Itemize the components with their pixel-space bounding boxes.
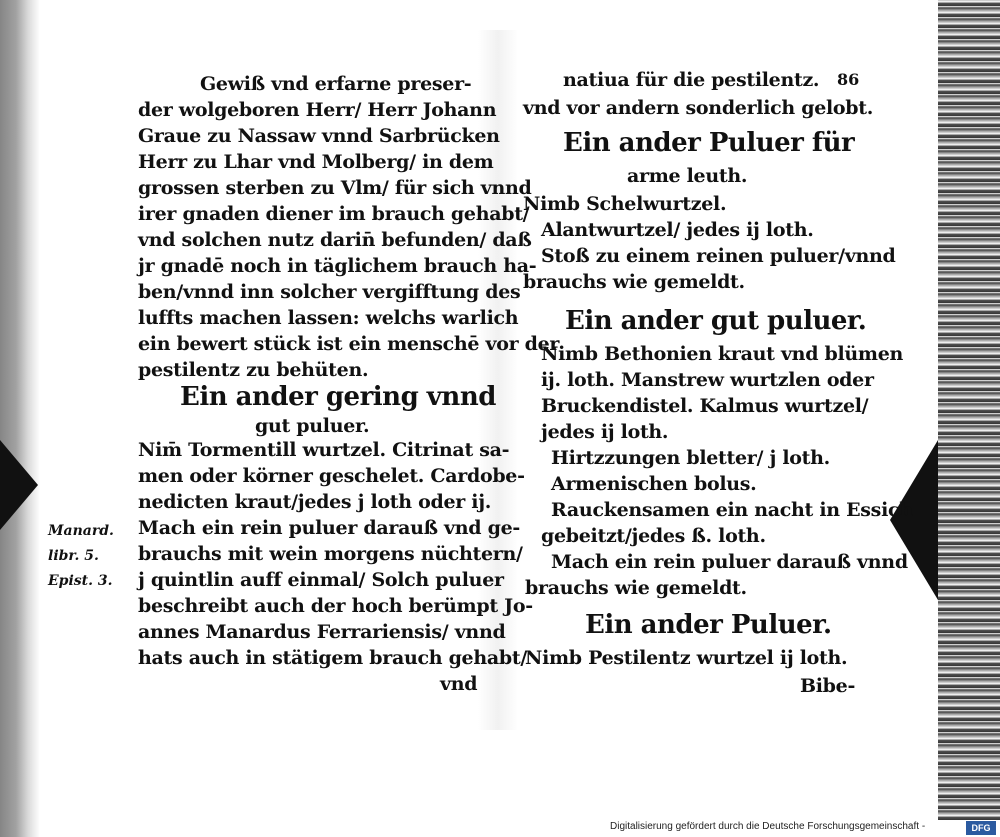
- page-number: 86: [837, 70, 860, 89]
- right-scan-edge: [938, 0, 1000, 820]
- left-scan-edge: [0, 0, 40, 837]
- section-heading: Ein ander gering vnnd: [180, 382, 496, 412]
- footer-credit: Digitalisierung gefördert durch die Deutsche Forschungsgemeinschaft -: [610, 821, 926, 832]
- text-line: brauchs wie gemeldt.: [523, 271, 745, 293]
- text-line: Mach ein rein puluer darauß vnd ge-: [138, 517, 520, 539]
- text-line: ij. loth. Manstrew wurtzlen oder: [541, 369, 874, 391]
- text-line: Gewiß vnd erfarne preser-: [200, 73, 472, 95]
- text-line: gebeitzt/jedes ß. loth.: [541, 525, 766, 547]
- margin-note: libr. 5.: [48, 548, 99, 564]
- catchword: vnd: [440, 673, 478, 695]
- text-line: irer gnaden diener im brauch gehabt/: [138, 203, 530, 225]
- section-subheading: arme leuth.: [627, 165, 748, 187]
- catchword: Bibe-: [800, 675, 856, 697]
- text-line: brauchs mit wein morgens nüchtern/: [138, 543, 523, 565]
- section-subheading: gut puluer.: [255, 415, 370, 437]
- text-line: annes Manardus Ferrariensis/ vnnd: [138, 621, 506, 643]
- text-line: jedes ij loth.: [541, 421, 669, 443]
- text-line: hats auch in stätigem brauch gehabt/: [138, 647, 527, 669]
- text-line: beschreibt auch der hoch berümpt Jo-: [138, 595, 533, 617]
- section-heading: Ein ander Puluer.: [585, 610, 832, 640]
- dfg-logo: DFG: [966, 821, 996, 835]
- text-line: natiua für die pestilentz.: [563, 69, 820, 91]
- text-line: Nimb Schelwurtzel.: [523, 193, 727, 215]
- text-line: Armenischen bolus.: [551, 473, 757, 495]
- text-line: men oder körner geschelet. Cardobe-: [138, 465, 525, 487]
- left-edge-shadow: [0, 440, 38, 530]
- text-line: jr gnadē noch in täglichem brauch ha-: [138, 255, 537, 277]
- text-line: Stoß zu einem reinen puluer/vnnd: [541, 245, 896, 267]
- text-line: Herr zu Lhar vnd Molberg/ in dem: [138, 151, 494, 173]
- text-line: vnd solchen nutz darin̄ befunden/ daß: [138, 229, 532, 251]
- text-line: j quintlin auff einmal/ Solch puluer: [138, 569, 504, 591]
- text-line: luffts machen lassen: welchs warlich: [138, 307, 519, 329]
- margin-note: Epist. 3.: [48, 573, 113, 589]
- text-line: ein bewert stück ist ein menschē vor der: [138, 333, 560, 355]
- text-line: Hirtzzungen bletter/ j loth.: [551, 447, 830, 469]
- margin-note: Manard.: [48, 523, 114, 539]
- text-line: nedicten kraut/jedes j loth oder ij.: [138, 491, 492, 513]
- text-line: vnd vor andern sonderlich gelobt.: [523, 97, 874, 119]
- text-line: grossen sterben zu Vlm/ für sich vnnd: [138, 177, 532, 199]
- text-line: Bruckendistel. Kalmus wurtzel/: [541, 395, 869, 417]
- text-line: pestilentz zu behüten.: [138, 359, 369, 381]
- text-line: Graue zu Nassaw vnnd Sarbrücken: [138, 125, 500, 147]
- digitization-footer: [604, 820, 1000, 837]
- section-heading: Ein ander gut puluer.: [565, 306, 867, 336]
- section-heading: Ein ander Puluer für: [563, 128, 855, 158]
- text-line: Nimb Pestilentz wurtzel ij loth.: [525, 647, 848, 669]
- text-line: Alantwurtzel/ jedes ij loth.: [541, 219, 814, 241]
- text-line: Nim̄ Tormentill wurtzel. Citrinat sa-: [138, 439, 510, 461]
- text-line: brauchs wie gemeldt.: [525, 577, 747, 599]
- text-line: der wolgeboren Herr/ Herr Johann: [138, 99, 497, 121]
- text-line: ben/vnnd inn solcher vergifftung des: [138, 281, 521, 303]
- text-line: Rauckensamen ein nacht in Essich: [551, 499, 913, 521]
- text-line: Mach ein rein puluer darauß vnnd: [551, 551, 908, 573]
- text-line: Nimb Bethonien kraut vnd blümen: [541, 343, 904, 365]
